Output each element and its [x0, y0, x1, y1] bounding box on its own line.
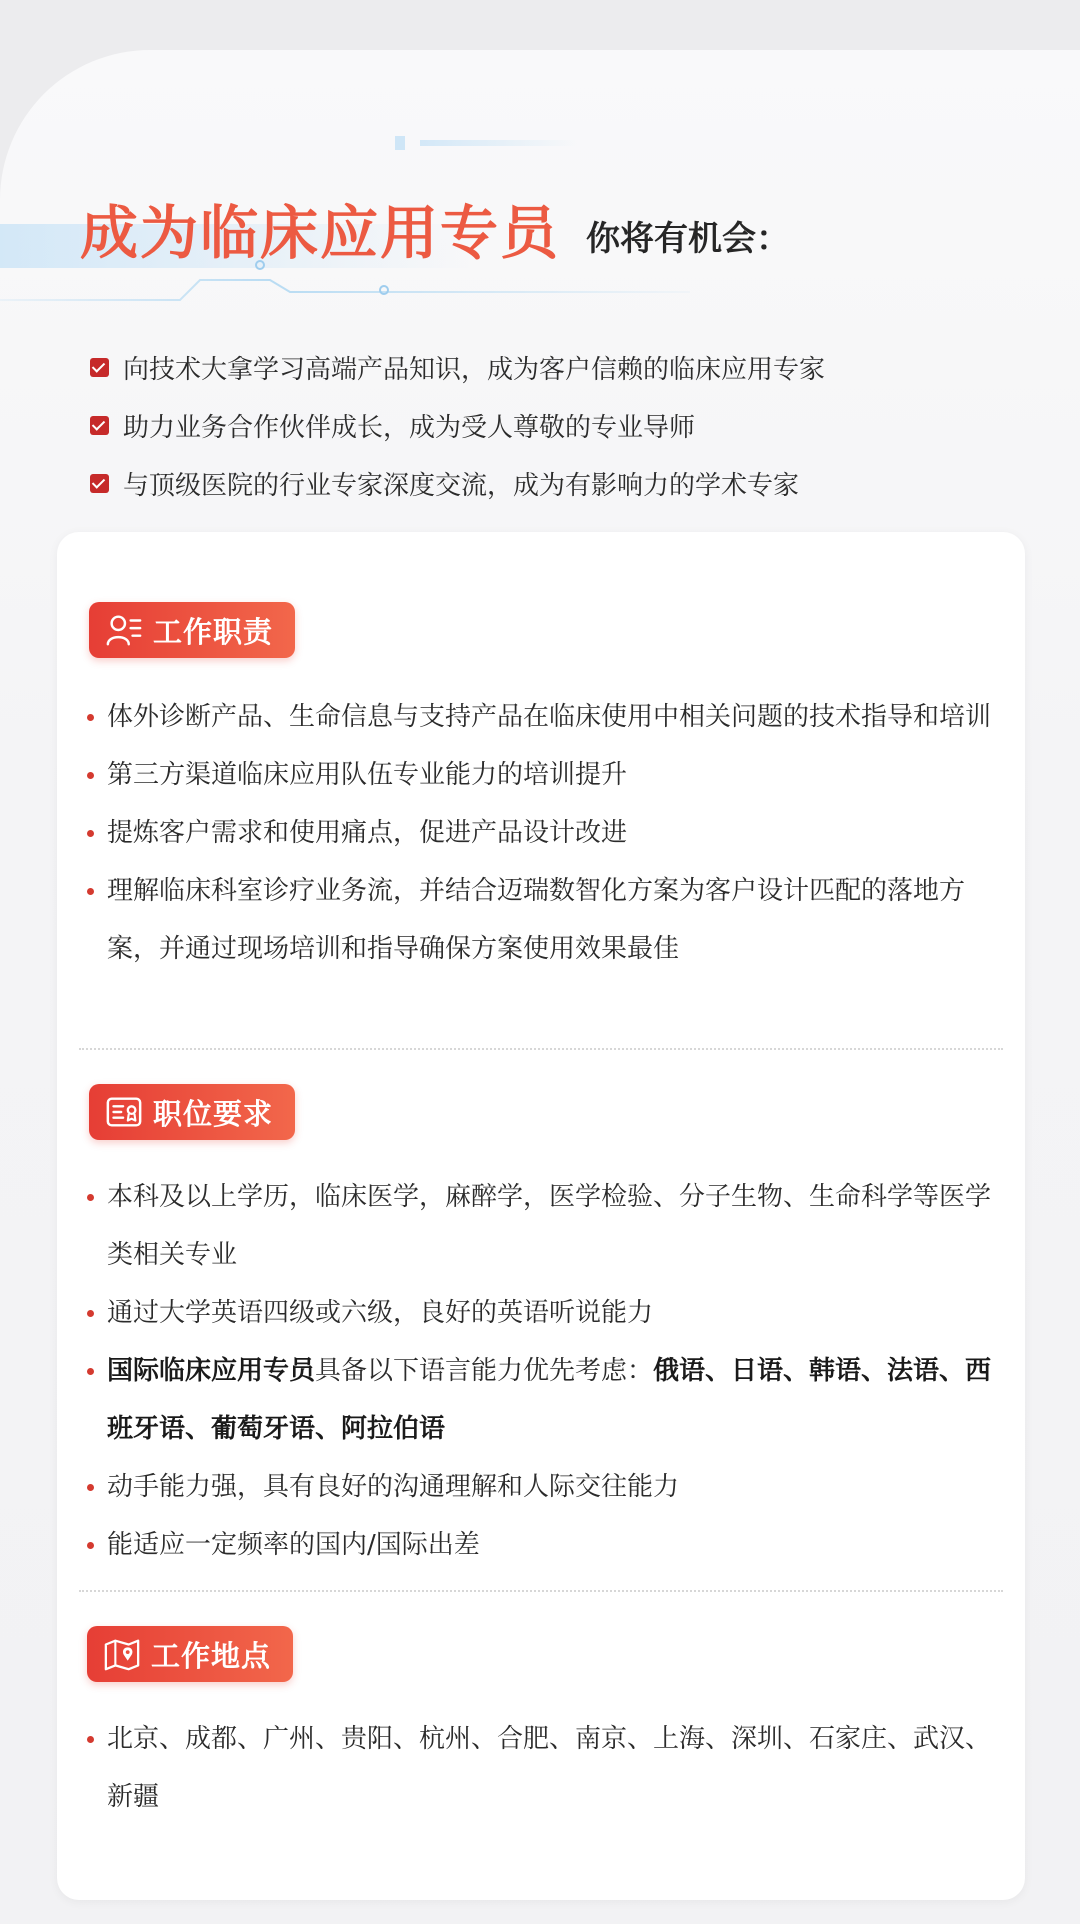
opportunity-text: 助力业务合作伙伴成长，成为受人尊敬的专业导师 — [123, 412, 696, 443]
opportunity-text: 与顶级医院的行业专家深度交流，成为有影响力的学术专家 — [123, 470, 800, 501]
section-divider — [79, 1590, 1003, 1592]
list-item: 动手能力强，具有良好的沟通理解和人际交往能力 — [87, 1458, 997, 1516]
list-item: 能适应一定频率的国内/国际出差 — [87, 1516, 997, 1574]
section-label: 工作地点 — [151, 1638, 272, 1673]
opportunity-item — [90, 396, 990, 454]
bold-text: 俄语、日语、韩语、法语、西班牙语、葡萄牙语、阿拉伯语 — [107, 1356, 992, 1444]
list-item: 本科及以上学历，临床医学，麻醉学，医学检验、分子生物、生命科学等医学类相关专业 — [87, 1168, 997, 1284]
list-item-international — [87, 1342, 997, 1458]
section-badge-location — [87, 1626, 293, 1682]
id-card-icon — [105, 1093, 143, 1131]
section-label: 工作职责 — [153, 614, 274, 649]
list-item: 体外诊断产品、生命信息与支持产品在临床使用中相关问题的技术指导和培训 — [87, 688, 997, 746]
page-subtitle: 你将有机会： — [586, 219, 791, 259]
details-card — [57, 532, 1025, 1900]
checkbox-icon — [90, 474, 109, 493]
plain-text: 具备以下语言能力优先考虑： — [315, 1356, 654, 1386]
opportunity-item — [90, 454, 990, 512]
page-title: 成为临床应用专员 — [80, 199, 561, 267]
list-item: 通过大学英语四级或六级，良好的英语听说能力 — [87, 1284, 997, 1342]
section-badge-responsibilities — [89, 602, 295, 658]
map-icon — [103, 1635, 141, 1673]
checkbox-icon — [90, 358, 109, 377]
list-item: 北京、成都、广州、贵阳、杭州、合肥、南京、上海、深圳、石家庄、武汉、新疆 — [87, 1710, 997, 1826]
section-badge-requirements — [89, 1084, 295, 1140]
section-divider — [79, 1048, 1003, 1050]
header — [80, 188, 790, 268]
opportunity-item — [90, 338, 990, 396]
responsibilities-list — [87, 688, 997, 978]
opportunity-text: 向技术大拿学习高端产品知识，成为客户信赖的临床应用专家 — [123, 354, 826, 385]
list-item: 提炼客户需求和使用痛点，促进产品设计改进 — [87, 804, 997, 862]
list-item: 理解临床科室诊疗业务流，并结合迈瑞数智化方案为客户设计匹配的落地方案，并通过现场培训和指导确保方案使用效果最佳 — [87, 862, 997, 978]
section-label: 职位要求 — [153, 1096, 274, 1131]
requirements-list — [87, 1168, 997, 1574]
bold-text: 国际临床应用专员 — [107, 1356, 316, 1386]
opportunities-list — [90, 338, 990, 512]
list-item: 第三方渠道临床应用队伍专业能力的培训提升 — [87, 746, 997, 804]
person-list-icon — [105, 611, 143, 649]
checkbox-icon — [90, 416, 109, 435]
location-list — [87, 1710, 997, 1826]
